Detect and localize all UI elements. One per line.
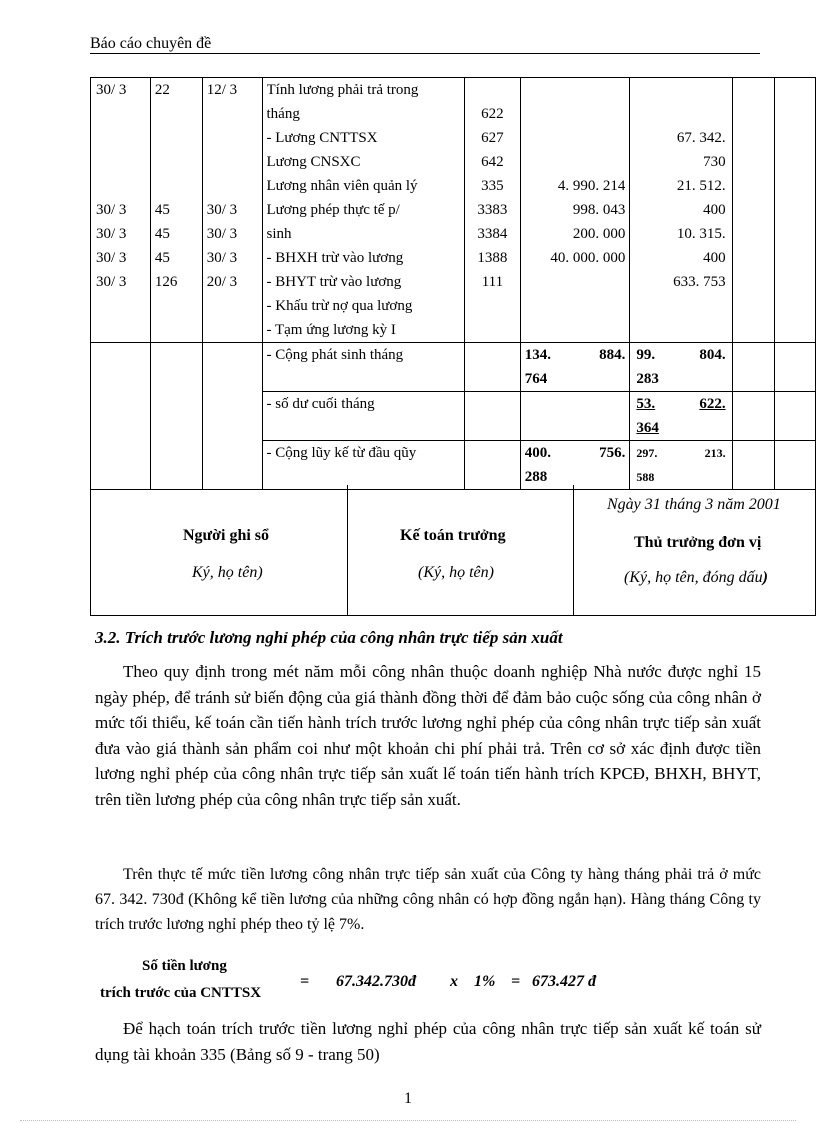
cell bbox=[202, 343, 262, 392]
amount-part: 756. bbox=[599, 445, 626, 461]
description-column bbox=[262, 78, 465, 343]
paragraph: Để hạch toán trích trước tiền lương nghỉ phép của công nhân trực tiếp sản xuất kế toán sử dụng tài khoản 335 (Bảng số 9 - trang 50) bbox=[95, 1019, 761, 1064]
table-row-total-month bbox=[91, 343, 816, 392]
head-title: Thủ trưởng đơn vị bbox=[634, 534, 762, 551]
cell bbox=[630, 343, 732, 392]
amount-part: 884. bbox=[599, 347, 626, 363]
cell: 45 bbox=[154, 250, 170, 266]
cell bbox=[465, 392, 521, 441]
cell: 730 bbox=[703, 154, 726, 170]
cell: 335 bbox=[481, 178, 504, 194]
cell bbox=[465, 343, 521, 392]
cell bbox=[262, 343, 465, 392]
cell bbox=[520, 392, 630, 441]
signature-date: Ngày 31 tháng 3 năm 2001 bbox=[607, 496, 781, 513]
cell bbox=[520, 343, 630, 392]
cell: 4. 990. 214 bbox=[557, 178, 626, 194]
cell: 400 bbox=[703, 202, 726, 218]
formula-times: x bbox=[450, 973, 458, 990]
signature-divider bbox=[347, 485, 348, 615]
cell: Tính lương phải trả trong bbox=[266, 82, 419, 98]
cell bbox=[630, 441, 732, 490]
empty-column bbox=[732, 78, 775, 343]
cell: 633. 753 bbox=[673, 274, 726, 290]
cell bbox=[96, 126, 150, 150]
ledger-table bbox=[90, 77, 816, 490]
recorder-note: Ký, họ tên) bbox=[192, 564, 263, 581]
formula-result: 673.427 đ bbox=[532, 973, 596, 990]
amount-part: 400. bbox=[524, 445, 552, 461]
cell bbox=[262, 441, 465, 490]
cell: 30/ 3 bbox=[96, 226, 127, 242]
cell bbox=[636, 78, 725, 102]
cell: 30/ 3 bbox=[206, 202, 238, 218]
cell: 998. 043 bbox=[572, 202, 626, 218]
cell: 126 bbox=[154, 274, 178, 290]
cell bbox=[155, 174, 202, 198]
cell bbox=[207, 174, 262, 198]
credit-column bbox=[630, 78, 732, 343]
amount-part: 588 bbox=[636, 470, 655, 484]
cell: 20/ 3 bbox=[206, 274, 238, 290]
document-header: Báo cáo chuyên đề bbox=[90, 35, 212, 52]
cell bbox=[207, 102, 262, 126]
total-month-label: - Cộng phát sinh tháng bbox=[266, 347, 404, 363]
cell: 30/ 3 bbox=[206, 226, 238, 242]
cell: 1388 bbox=[477, 250, 508, 266]
amount-part: 134. bbox=[524, 347, 552, 363]
cell: - BHXH trừ vào lương bbox=[266, 250, 404, 266]
cell bbox=[202, 441, 262, 490]
cell: - Lương CNTTSX bbox=[266, 130, 378, 146]
cell: 642 bbox=[481, 154, 504, 170]
amount-line bbox=[636, 343, 725, 367]
cell bbox=[525, 78, 626, 102]
cell bbox=[150, 392, 202, 441]
cell bbox=[525, 150, 626, 174]
cell bbox=[520, 441, 630, 490]
cell bbox=[202, 392, 262, 441]
cell bbox=[775, 441, 816, 490]
cell bbox=[525, 126, 626, 150]
cell: 30/ 3 bbox=[206, 250, 238, 266]
table-row bbox=[91, 78, 816, 343]
head-note-text: (Ký, họ tên, đóng dấu bbox=[624, 569, 763, 586]
cell: 200. 000 bbox=[572, 226, 626, 242]
cell bbox=[732, 392, 775, 441]
cell bbox=[465, 441, 521, 490]
formula-equals: = bbox=[300, 973, 310, 990]
cell bbox=[155, 102, 202, 126]
cell bbox=[150, 441, 202, 490]
cell bbox=[150, 343, 202, 392]
cell bbox=[91, 441, 151, 490]
cell: 622 bbox=[481, 106, 504, 122]
amount-line bbox=[525, 441, 626, 465]
formula-rate: 1% bbox=[474, 973, 496, 990]
cell bbox=[732, 343, 775, 392]
cell: Lương nhân viên quản lý bbox=[266, 178, 418, 194]
cell bbox=[96, 102, 150, 126]
cell: 30/ 3 bbox=[96, 82, 127, 98]
table-row-cumulative bbox=[91, 441, 816, 490]
amount-part: 622. bbox=[699, 396, 726, 412]
amount-part: 213. bbox=[704, 446, 726, 460]
cell: 30/ 3 bbox=[96, 250, 127, 266]
formula-label: Số tiền lương bbox=[142, 958, 227, 974]
cell: tháng bbox=[266, 106, 300, 122]
cell bbox=[732, 441, 775, 490]
cell: 3384 bbox=[477, 226, 508, 242]
amount-part: 764 bbox=[524, 371, 548, 387]
cell: - BHYT trừ vào lương bbox=[266, 274, 402, 290]
cell bbox=[630, 392, 732, 441]
date-column bbox=[91, 78, 151, 343]
cell bbox=[636, 102, 725, 126]
cell bbox=[91, 343, 151, 392]
formula-label: trích trước của CNTTSX bbox=[100, 985, 262, 1001]
accountant-note: (Ký, họ tên) bbox=[418, 564, 494, 581]
cumulative-label: - Cộng lũy kế từ đầu qũy bbox=[266, 445, 417, 461]
closing-label: - số dư cuối tháng bbox=[266, 396, 375, 412]
cell bbox=[465, 78, 520, 102]
cell: 12/ 3 bbox=[206, 82, 238, 98]
table-row-closing-balance bbox=[91, 392, 816, 441]
debit-column bbox=[520, 78, 630, 343]
accountant-title: Kế toán trưởng bbox=[400, 527, 506, 544]
cell: Lương phép thực tế p/ bbox=[266, 202, 400, 218]
page-bottom-rule bbox=[20, 1120, 796, 1121]
paragraph: Theo quy định trong mét năm mỗi công nhân thuộc doanh nghiệp Nhà nước được nghỉ 15 ngày phép, để tránh sử biến động của giá thành đồng thời để đảm bảo cuộc sống của công nhân ở mức tối thiểu, kế toán cần tiến hành trích trước lương nghỉ phép của công nhân trực tiếp sản xuất đưa vào giá thành sản phẩm coi như một khoản chi phí phải trả. Trên cơ sở xác định được tiền lương nghỉ phép của công nhân trực tiếp sản xuất lế toán tiến hành trích KPCĐ, BHXH, BHYT, trên tiền lương phép của công nhân trực tiếp sản xuất. bbox=[95, 662, 761, 809]
voucher-date-column bbox=[202, 78, 262, 343]
amount-line bbox=[636, 392, 725, 416]
amount-line bbox=[525, 343, 626, 367]
amount-part: 99. bbox=[636, 347, 656, 363]
cell: 3383 bbox=[477, 202, 508, 218]
amount-part: 288 bbox=[524, 469, 548, 485]
section-title: 3.2. Trích trước lương nghỉ phép của công nhân trực tiếp sản xuất bbox=[95, 628, 563, 647]
cell: 400 bbox=[703, 250, 726, 266]
cell: sinh bbox=[266, 226, 292, 242]
formula-equals: = bbox=[511, 973, 521, 990]
account-column bbox=[465, 78, 521, 343]
cell bbox=[155, 126, 202, 150]
cell bbox=[91, 392, 151, 441]
recorder-title: Người ghi sổ bbox=[183, 527, 270, 544]
cell: 627 bbox=[481, 130, 504, 146]
cell bbox=[155, 150, 202, 174]
head-note-close: ) bbox=[762, 569, 768, 586]
cell: 111 bbox=[481, 274, 504, 290]
voucher-number-column bbox=[150, 78, 202, 343]
header-rule bbox=[90, 53, 760, 54]
cell: 45 bbox=[154, 226, 170, 242]
cell bbox=[525, 102, 626, 126]
amount-part: 804. bbox=[699, 347, 726, 363]
amount-line bbox=[636, 441, 725, 465]
cell: Lương CNSXC bbox=[266, 154, 361, 170]
cell: 30/ 3 bbox=[96, 274, 127, 290]
cell bbox=[775, 343, 816, 392]
cell: - Khấu trừ nợ qua lương bbox=[266, 298, 413, 314]
amount-part: 364 bbox=[636, 420, 659, 436]
empty-column bbox=[775, 78, 816, 343]
cell bbox=[207, 126, 262, 150]
cell: 30/ 3 bbox=[96, 202, 127, 218]
cell bbox=[96, 150, 150, 174]
head-note bbox=[624, 569, 768, 587]
cell: 21. 512. bbox=[676, 178, 726, 194]
page-number: 1 bbox=[404, 1090, 412, 1107]
cell bbox=[775, 392, 816, 441]
cell bbox=[262, 392, 465, 441]
amount-part: 283 bbox=[636, 371, 659, 387]
cell: 67. 342. bbox=[676, 130, 726, 146]
amount-part: 297. bbox=[636, 446, 658, 460]
cell bbox=[207, 150, 262, 174]
paragraph: Trên thực tế mức tiền lương công nhân trực tiếp sản xuất của Công ty hàng tháng phải trả ở mức 67. 342. 730đ (Không kể tiền lương của những công nhân có hợp đồng ngắn hạn). Hàng tháng Công ty trích trước lương nghỉ phép theo tỷ lệ 7%. bbox=[95, 866, 761, 933]
signature-divider bbox=[573, 485, 574, 615]
cell bbox=[96, 174, 150, 198]
cell: 10. 315. bbox=[676, 226, 726, 242]
formula-value: 67.342.730đ bbox=[336, 973, 416, 990]
cell: 22 bbox=[154, 82, 170, 98]
amount-part: 53. bbox=[636, 396, 656, 412]
cell: - Tạm ứng lương kỳ I bbox=[266, 322, 396, 338]
cell: 40. 000. 000 bbox=[550, 250, 626, 266]
cell: 45 bbox=[154, 202, 170, 218]
